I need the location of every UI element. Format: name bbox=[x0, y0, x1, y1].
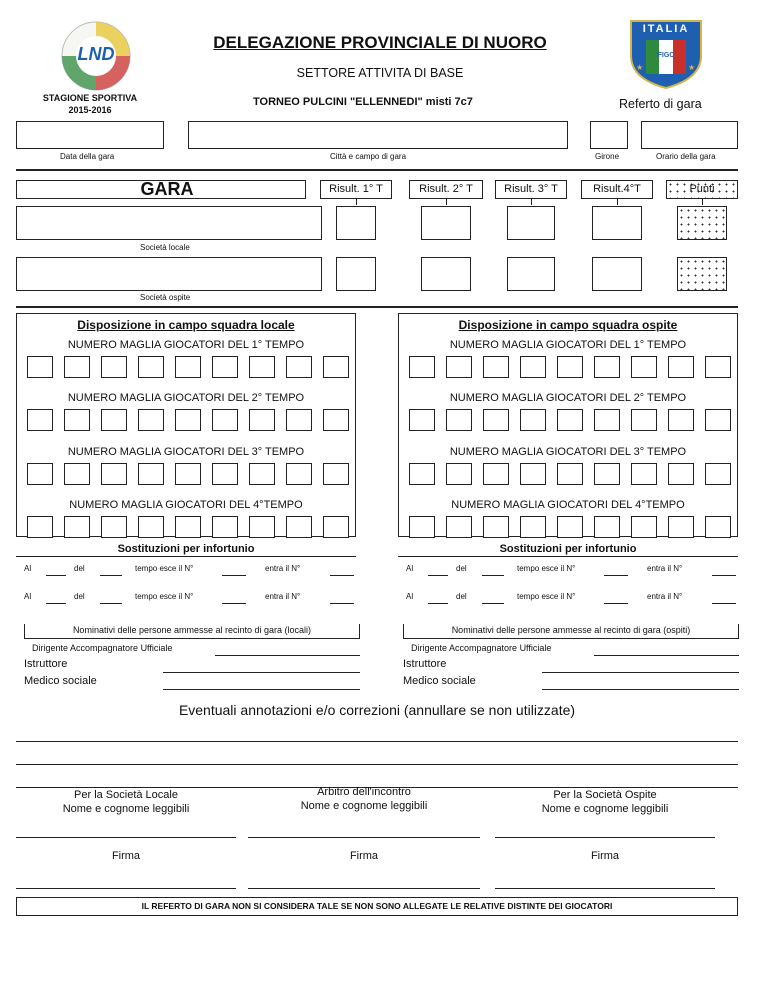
group-field[interactable] bbox=[590, 121, 628, 149]
result-label-2: Risult. 2° T bbox=[419, 183, 473, 195]
home-subs-title: Sostituzioni per infortunio bbox=[117, 543, 255, 555]
lnd-logo bbox=[60, 20, 132, 92]
home-jersey-box[interactable] bbox=[64, 516, 90, 538]
away-jersey-box[interactable] bbox=[520, 516, 546, 538]
home-jersey-box[interactable] bbox=[212, 463, 238, 485]
away-team-field[interactable] bbox=[16, 257, 322, 291]
home-sub-field[interactable] bbox=[100, 575, 122, 576]
divider bbox=[16, 306, 738, 308]
away-firma-label: Firma bbox=[590, 850, 620, 862]
home-sub-al: Al bbox=[24, 592, 32, 601]
away-period-label-1: NUMERO MAGLIA GIOCATORI DEL 1° TEMPO bbox=[449, 339, 687, 351]
referee-firma-label: Firma bbox=[349, 850, 379, 862]
home-jersey-box[interactable] bbox=[286, 409, 312, 431]
home-period-label-4: NUMERO MAGLIA GIOCATORI DEL 4°TEMPO bbox=[69, 499, 303, 511]
home-sub-field[interactable] bbox=[330, 575, 354, 576]
home-sub-entra: entra il N° bbox=[265, 592, 301, 601]
away-jersey-box[interactable] bbox=[668, 516, 694, 538]
away-jersey-box[interactable] bbox=[705, 516, 731, 538]
away-istruttore-line[interactable] bbox=[542, 672, 739, 673]
away-jersey-box[interactable] bbox=[705, 409, 731, 431]
away-jersey-box[interactable] bbox=[446, 409, 472, 431]
home-jersey-box[interactable] bbox=[138, 516, 164, 538]
away-sub-field[interactable] bbox=[482, 603, 504, 604]
away-jersey-box[interactable] bbox=[483, 463, 509, 485]
home-jersey-box[interactable] bbox=[286, 516, 312, 538]
match-label: GARA bbox=[140, 179, 194, 199]
home-sub-entra: entra il N° bbox=[265, 564, 301, 573]
result-label-4: Risult.4°T bbox=[593, 183, 641, 195]
away-sub-field[interactable] bbox=[604, 603, 628, 604]
home-medico-line[interactable] bbox=[163, 689, 360, 690]
home-jersey-box[interactable] bbox=[64, 409, 90, 431]
result-header-2 bbox=[409, 180, 483, 199]
season-label: STAGIONE SPORTIVA bbox=[42, 93, 138, 103]
result-header-4 bbox=[581, 180, 653, 199]
home-sub-field[interactable] bbox=[330, 603, 354, 604]
home-jersey-box[interactable] bbox=[286, 463, 312, 485]
home-jersey-box[interactable] bbox=[323, 409, 349, 431]
home-jersey-box[interactable] bbox=[323, 463, 349, 485]
away-jersey-box[interactable] bbox=[483, 516, 509, 538]
away-sub-tempo: tempo esce il N° bbox=[517, 592, 576, 601]
time-label: Orario della gara bbox=[656, 152, 716, 161]
away-jersey-box[interactable] bbox=[557, 409, 583, 431]
away-jersey-box[interactable] bbox=[668, 463, 694, 485]
away-sub-field[interactable] bbox=[712, 603, 736, 604]
away-lineup-title: Disposizione in campo squadra ospite bbox=[458, 318, 678, 332]
away-name-line[interactable] bbox=[495, 837, 715, 838]
away-dirigente-label: Dirigente Accompagnatore Ufficiale bbox=[411, 643, 552, 653]
away-jersey-box[interactable] bbox=[557, 463, 583, 485]
home-jersey-box[interactable] bbox=[101, 516, 127, 538]
away-result-4[interactable] bbox=[592, 257, 642, 291]
home-period-label-3: NUMERO MAGLIA GIOCATORI DEL 3° TEMPO bbox=[67, 446, 305, 458]
footer-notice-text: IL REFERTO DI GARA NON SI CONSIDERA TALE SE NON SONO ALLEGATE LE RELATIVE DISTINTE DEI GIOCATORI bbox=[141, 901, 613, 911]
away-jersey-box[interactable] bbox=[631, 356, 657, 378]
home-jersey-box[interactable] bbox=[249, 409, 275, 431]
away-firma-line[interactable] bbox=[495, 888, 715, 889]
group-label: Girone bbox=[595, 152, 620, 161]
tournament-name: TORNEO PULCINI "ELLENNEDI" misti 7c7 bbox=[253, 96, 473, 108]
home-jersey-box[interactable] bbox=[249, 516, 275, 538]
result-header-1 bbox=[320, 180, 392, 199]
home-staff-title-text: Nominativi delle persone ammesse al recinto di gara (locali) bbox=[72, 625, 312, 635]
svg-text:★: ★ bbox=[688, 63, 696, 72]
away-sub-tempo: tempo esce il N° bbox=[517, 564, 576, 573]
home-jersey-box[interactable] bbox=[212, 409, 238, 431]
match-label-box bbox=[16, 180, 306, 199]
home-period-label-2: NUMERO MAGLIA GIOCATORI DEL 2° TEMPO bbox=[67, 392, 305, 404]
away-period-label-3: NUMERO MAGLIA GIOCATORI DEL 3° TEMPO bbox=[449, 446, 687, 458]
home-jersey-box[interactable] bbox=[175, 356, 201, 378]
points-label: Punti bbox=[689, 183, 715, 195]
city-label: Città e campo di gara bbox=[330, 152, 407, 161]
referee-name-line[interactable] bbox=[248, 837, 480, 838]
home-sub-field[interactable] bbox=[222, 603, 246, 604]
time-field[interactable] bbox=[641, 121, 738, 149]
document-type: Referto di gara bbox=[619, 97, 702, 111]
home-result-3[interactable] bbox=[507, 206, 555, 240]
away-jersey-box[interactable] bbox=[594, 409, 620, 431]
away-medico-label: Medico sociale bbox=[403, 675, 476, 687]
page-title: DELEGAZIONE PROVINCIALE DI NUORO bbox=[213, 33, 547, 52]
away-sub-field[interactable] bbox=[428, 603, 448, 604]
figc-shield-logo bbox=[626, 18, 706, 90]
result-label-1: Risult. 1° T bbox=[329, 183, 383, 195]
away-jersey-box[interactable] bbox=[409, 409, 435, 431]
home-jersey-box[interactable] bbox=[249, 463, 275, 485]
home-jersey-box[interactable] bbox=[286, 356, 312, 378]
away-jersey-box[interactable] bbox=[594, 356, 620, 378]
home-jersey-box[interactable] bbox=[27, 463, 53, 485]
home-jersey-box[interactable] bbox=[212, 356, 238, 378]
away-medico-line[interactable] bbox=[542, 689, 739, 690]
home-jersey-box[interactable] bbox=[138, 356, 164, 378]
home-period-label-1: NUMERO MAGLIA GIOCATORI DEL 1° TEMPO bbox=[67, 339, 305, 351]
city-field[interactable] bbox=[188, 121, 568, 149]
away-result-2[interactable] bbox=[421, 257, 471, 291]
referee-firma-line[interactable] bbox=[248, 888, 480, 889]
home-result-4[interactable] bbox=[592, 206, 642, 240]
notes-title: Eventuali annotazioni e/o correzioni (annullare se non utilizzate) bbox=[178, 702, 576, 718]
figc-logo-text: ITALIA bbox=[642, 23, 690, 35]
home-staff-title bbox=[24, 624, 360, 639]
home-jersey-box[interactable] bbox=[101, 356, 127, 378]
home-result-1[interactable] bbox=[336, 206, 376, 240]
home-result-2[interactable] bbox=[421, 206, 471, 240]
home-jersey-box[interactable] bbox=[101, 409, 127, 431]
away-jersey-box[interactable] bbox=[446, 516, 472, 538]
home-sub-field[interactable] bbox=[46, 603, 66, 604]
away-sub-field[interactable] bbox=[712, 575, 736, 576]
away-jersey-box[interactable] bbox=[446, 356, 472, 378]
referee-sign-sub: Nome e cognome leggibili bbox=[300, 800, 428, 812]
away-jersey-box[interactable] bbox=[705, 356, 731, 378]
away-team-label: Società ospite bbox=[140, 293, 191, 302]
home-sub-field[interactable] bbox=[222, 575, 246, 576]
away-jersey-box[interactable] bbox=[520, 409, 546, 431]
home-dirigente-label: Dirigente Accompagnatore Ufficiale bbox=[32, 643, 173, 653]
away-sub-entra: entra il N° bbox=[647, 564, 683, 573]
home-sub-field[interactable] bbox=[100, 603, 122, 604]
home-name-line[interactable] bbox=[16, 837, 236, 838]
home-jersey-box[interactable] bbox=[138, 463, 164, 485]
notes-line-2[interactable] bbox=[16, 764, 738, 765]
away-sub-field[interactable] bbox=[604, 575, 628, 576]
home-jersey-box[interactable] bbox=[64, 463, 90, 485]
home-istruttore-label: Istruttore bbox=[24, 658, 68, 670]
lnd-logo-text: LND bbox=[77, 44, 115, 64]
home-sub-tempo: tempo esce il N° bbox=[135, 564, 194, 573]
away-jersey-box[interactable] bbox=[409, 516, 435, 538]
away-jersey-box[interactable] bbox=[483, 409, 509, 431]
away-jersey-box[interactable] bbox=[631, 409, 657, 431]
result-label-3: Risult. 3° T bbox=[504, 183, 558, 195]
away-sub-entra: entra il N° bbox=[647, 592, 683, 601]
away-jersey-box[interactable] bbox=[705, 463, 731, 485]
result-header-3 bbox=[495, 180, 567, 199]
home-points[interactable] bbox=[677, 206, 727, 240]
away-jersey-box[interactable] bbox=[557, 516, 583, 538]
away-jersey-box[interactable] bbox=[409, 463, 435, 485]
svg-text:★: ★ bbox=[636, 63, 644, 72]
home-jersey-box[interactable] bbox=[64, 356, 90, 378]
home-sub-tempo: tempo esce il N° bbox=[135, 592, 194, 601]
away-jersey-box[interactable] bbox=[631, 463, 657, 485]
points-header bbox=[666, 180, 738, 199]
date-label: Data della gara bbox=[60, 152, 115, 161]
away-period-label-2: NUMERO MAGLIA GIOCATORI DEL 2° TEMPO bbox=[449, 392, 687, 404]
away-staff-title bbox=[403, 624, 739, 639]
home-jersey-box[interactable] bbox=[27, 516, 53, 538]
away-jersey-box[interactable] bbox=[483, 356, 509, 378]
away-sign-title: Per la Società Ospite bbox=[553, 789, 657, 801]
home-jersey-box[interactable] bbox=[323, 356, 349, 378]
divider bbox=[16, 169, 738, 171]
home-sign-sub: Nome e cognome leggibili bbox=[62, 803, 190, 815]
notes-line-1[interactable] bbox=[16, 741, 738, 742]
home-firma-label: Firma bbox=[111, 850, 141, 862]
home-jersey-box[interactable] bbox=[249, 356, 275, 378]
home-firma-line[interactable] bbox=[16, 888, 236, 889]
away-sign-sub: Nome e cognome leggibili bbox=[541, 803, 669, 815]
home-dirigente-line[interactable] bbox=[215, 655, 360, 656]
home-jersey-box[interactable] bbox=[175, 516, 201, 538]
home-jersey-box[interactable] bbox=[323, 516, 349, 538]
home-lineup-title: Disposizione in campo squadra locale bbox=[77, 318, 295, 332]
home-jersey-box[interactable] bbox=[175, 409, 201, 431]
away-jersey-box[interactable] bbox=[520, 356, 546, 378]
home-team-field[interactable] bbox=[16, 206, 322, 240]
home-sub-al: Al bbox=[24, 564, 32, 573]
away-result-3[interactable] bbox=[507, 257, 555, 291]
figc-logo-sub: FIGC bbox=[657, 52, 675, 59]
away-jersey-box[interactable] bbox=[594, 516, 620, 538]
home-sub-del: del bbox=[74, 592, 85, 601]
away-staff-title-text: Nominativi delle persone ammesse al recinto di gara (ospiti) bbox=[451, 625, 691, 635]
away-sub-al: Al bbox=[406, 564, 414, 573]
away-jersey-box[interactable] bbox=[668, 356, 694, 378]
home-sign-title: Per la Società Locale bbox=[74, 789, 178, 801]
away-istruttore-label: Istruttore bbox=[403, 658, 447, 670]
away-points[interactable] bbox=[677, 257, 727, 291]
date-field[interactable] bbox=[16, 121, 164, 149]
season-value: 2015-2016 bbox=[68, 105, 112, 115]
away-sub-del: del bbox=[456, 564, 467, 573]
footer-notice bbox=[16, 897, 738, 916]
home-medico-label: Medico sociale bbox=[24, 675, 97, 687]
away-period-label-4: NUMERO MAGLIA GIOCATORI DEL 4°TEMPO bbox=[451, 499, 685, 511]
home-sub-field[interactable] bbox=[46, 575, 66, 576]
home-sub-del: del bbox=[74, 564, 85, 573]
home-jersey-box[interactable] bbox=[175, 463, 201, 485]
away-subs-title: Sostituzioni per infortunio bbox=[499, 543, 637, 555]
away-jersey-box[interactable] bbox=[631, 516, 657, 538]
away-sub-field[interactable] bbox=[428, 575, 448, 576]
home-istruttore-line[interactable] bbox=[163, 672, 360, 673]
away-result-1[interactable] bbox=[336, 257, 376, 291]
away-jersey-box[interactable] bbox=[557, 356, 583, 378]
away-jersey-box[interactable] bbox=[409, 356, 435, 378]
away-jersey-box[interactable] bbox=[668, 409, 694, 431]
page-subtitle: SETTORE ATTIVITA DI BASE bbox=[296, 66, 464, 80]
home-jersey-box[interactable] bbox=[27, 356, 53, 378]
away-jersey-box[interactable] bbox=[520, 463, 546, 485]
away-sub-field[interactable] bbox=[482, 575, 504, 576]
home-jersey-box[interactable] bbox=[27, 409, 53, 431]
home-jersey-box[interactable] bbox=[212, 516, 238, 538]
home-jersey-box[interactable] bbox=[138, 409, 164, 431]
away-jersey-box[interactable] bbox=[594, 463, 620, 485]
away-dirigente-line[interactable] bbox=[594, 655, 739, 656]
referee-sign-title: Arbitro dell'incontro bbox=[317, 786, 411, 798]
away-sub-al: Al bbox=[406, 592, 414, 601]
home-team-label: Società locale bbox=[140, 243, 190, 252]
away-sub-del: del bbox=[456, 592, 467, 601]
away-jersey-box[interactable] bbox=[446, 463, 472, 485]
home-jersey-box[interactable] bbox=[101, 463, 127, 485]
